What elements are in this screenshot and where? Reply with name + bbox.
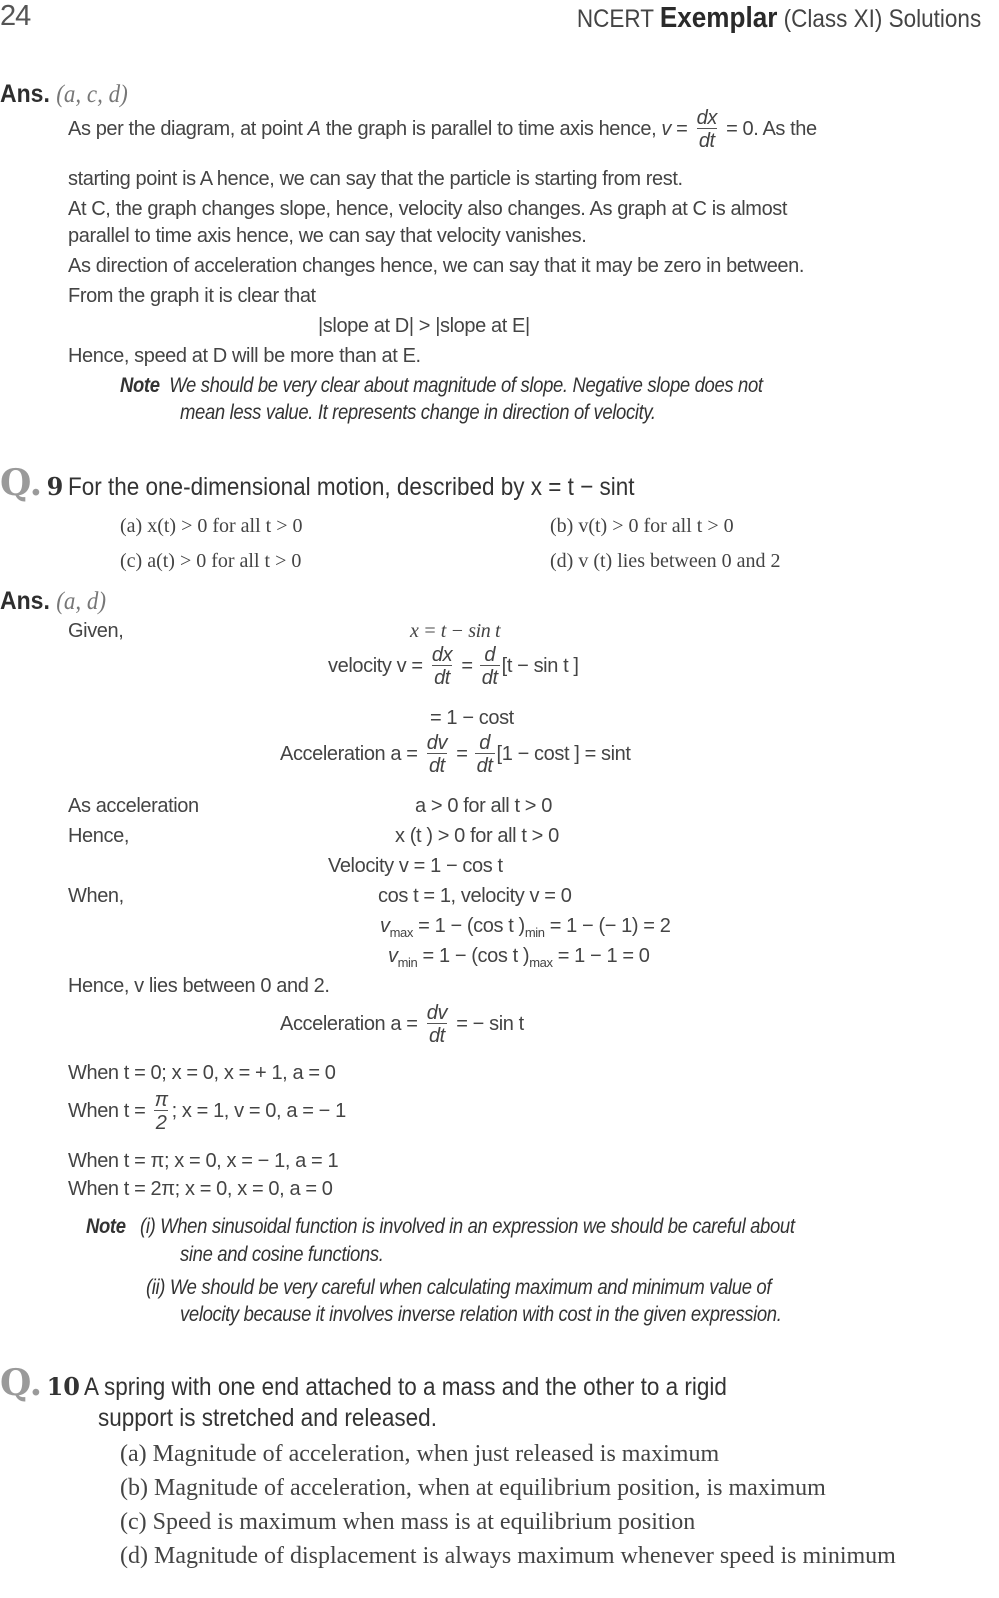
text: = 1 − (cos t ) bbox=[418, 915, 525, 937]
q10-option-d: (d) Magnitude of displacement is always maximum whenever speed is minimum bbox=[120, 1543, 896, 1569]
note-item-label: (i) bbox=[140, 1215, 156, 1238]
q8-slope-comparison: |slope at D| > |slope at E| bbox=[318, 315, 530, 337]
text: the graph is parallel to time axis hence, bbox=[320, 117, 662, 140]
q9-note-ii bbox=[146, 1276, 771, 1300]
fraction bbox=[430, 645, 454, 688]
as-acceleration-label: As acceleration bbox=[68, 795, 199, 817]
q8-answer-options: (a, c, d) bbox=[56, 81, 128, 108]
ans-label: Ans. bbox=[0, 587, 50, 615]
numerator: dx bbox=[431, 644, 453, 666]
when-eq: cos t = 1, velocity v = 0 bbox=[378, 885, 572, 907]
q9-note-ii-line2: velocity because it involves inverse relation with cost in the given expression. bbox=[180, 1303, 782, 1326]
q8-para-8: Hence, speed at D will be more than at E. bbox=[68, 345, 421, 367]
q10-option-a: (a) Magnitude of acceleration, when just released is maximum bbox=[120, 1441, 720, 1467]
q9-option-b: (b) v(t) > 0 for all t > 0 bbox=[550, 515, 734, 537]
fraction bbox=[475, 733, 495, 776]
text: Acceleration a = bbox=[280, 742, 423, 765]
text: = bbox=[671, 117, 693, 140]
q8-para-6: From the graph it is clear that bbox=[68, 285, 316, 307]
fraction bbox=[425, 733, 449, 776]
text: v bbox=[380, 915, 390, 937]
when-t-2pi: When t = 2π; x = 0, x = 0, a = 0 bbox=[68, 1178, 333, 1200]
q8-answer-label bbox=[0, 80, 128, 109]
subscript: min bbox=[397, 955, 418, 970]
when-label: When, bbox=[68, 885, 124, 907]
given-equation: x = t − sin t bbox=[410, 620, 501, 642]
note-label: Note bbox=[86, 1215, 126, 1238]
fraction bbox=[153, 1090, 170, 1133]
velocity-eq: Velocity v = 1 − cos t bbox=[328, 855, 503, 877]
vmax-eq bbox=[380, 915, 670, 940]
note-text: When sinusoidal function is involved in an expression we should be careful about bbox=[160, 1215, 795, 1238]
fraction bbox=[480, 645, 500, 688]
q8-para-3: At C, the graph changes slope, hence, velocity also changes. As graph at C is almost bbox=[68, 198, 788, 220]
text: Acceleration a = bbox=[280, 1012, 423, 1035]
q8-para-2: starting point is A hence, we can say that the particle is starting from rest. bbox=[68, 168, 683, 190]
running-head-post: (Class XI) Solutions bbox=[777, 5, 981, 33]
q10-option-c: (c) Speed is maximum when mass is at equilibrium position bbox=[120, 1509, 696, 1535]
v-between: Hence, v lies between 0 and 2. bbox=[68, 975, 330, 997]
text: = 1 − (− 1) = 2 bbox=[544, 915, 671, 937]
denominator: dt bbox=[698, 130, 715, 152]
fraction bbox=[425, 1003, 449, 1046]
q10-option-b: (b) Magnitude of acceleration, when at equilibrium position, is maximum bbox=[120, 1475, 826, 1501]
acceleration-derivation: Acceleration a = $\frac{dv}{dt}$ = $\frac{d}{dt}$ [1 − cost ] = sint bbox=[280, 732, 631, 777]
text: [t − sin t ] bbox=[501, 654, 579, 677]
text: A bbox=[307, 117, 321, 140]
text: = − sin t bbox=[451, 1012, 524, 1035]
text: = 1 − 1 = 0 bbox=[552, 945, 650, 967]
note-text: We should be very careful when calculating maximum and minimum value of bbox=[169, 1276, 772, 1299]
text: ; x = 1, v = 0, a = − 1 bbox=[171, 1099, 346, 1122]
text: = 1 − (cos t ) bbox=[422, 945, 530, 967]
hence-label: Hence, bbox=[68, 825, 129, 847]
running-head bbox=[577, 2, 981, 35]
when-t-pi-2 bbox=[68, 1090, 346, 1133]
text: As per the diagram, at point bbox=[68, 117, 308, 140]
question-number: 10 bbox=[46, 1372, 80, 1401]
q8-note-line2: mean less value. It represents change in direction of velocity. bbox=[180, 401, 656, 424]
numerator: dv bbox=[426, 732, 448, 754]
question-text-line2: support is stretched and released. bbox=[98, 1404, 437, 1432]
subscript: max bbox=[389, 925, 413, 940]
q9-option-d: (d) v (t) lies between 0 and 2 bbox=[550, 550, 781, 572]
question-text-line1: A spring with one end attached to a mass and the other to a rigid bbox=[84, 1373, 728, 1401]
q9-heading bbox=[0, 462, 697, 504]
q8-para-4: parallel to time axis hence, we can say that velocity vanishes. bbox=[68, 225, 587, 247]
q9-option-c: (c) a(t) > 0 for all t > 0 bbox=[120, 550, 302, 572]
denominator: 2 bbox=[155, 1112, 167, 1134]
q9-option-a: (a) x(t) > 0 for all t > 0 bbox=[120, 515, 303, 537]
text: velocity v = bbox=[328, 654, 428, 677]
question-text: For the one-dimensional motion, described by x = t − sint bbox=[67, 473, 635, 501]
question-mark-glyph: Q. bbox=[0, 1362, 43, 1404]
page-number: 24 bbox=[0, 0, 31, 32]
subscript: max bbox=[529, 955, 553, 970]
denominator: dt bbox=[428, 755, 445, 777]
text: = 0. As the bbox=[720, 117, 817, 140]
as-acceleration-eq: a > 0 for all t > 0 bbox=[415, 795, 552, 817]
q9-answer-options: (a, d) bbox=[56, 588, 107, 615]
question-mark-glyph: Q. bbox=[0, 462, 43, 504]
denominator: dt bbox=[434, 667, 450, 689]
q8-para-5: As direction of acceleration changes hence, we can say that it may be zero in between. bbox=[68, 255, 805, 277]
running-head-bold: Exemplar bbox=[659, 2, 778, 34]
vmin-eq bbox=[388, 945, 650, 970]
q9-answer-label bbox=[0, 587, 106, 616]
numerator: d bbox=[484, 644, 496, 666]
denominator: dt bbox=[476, 755, 493, 777]
text: v bbox=[661, 117, 671, 140]
text: [1 − cost ] = sint bbox=[496, 742, 631, 765]
q8-note bbox=[120, 374, 763, 398]
numerator: d bbox=[479, 732, 490, 754]
q9-note bbox=[86, 1215, 795, 1239]
hence-eq: x (t ) > 0 for all t > 0 bbox=[395, 825, 559, 847]
text: When t = bbox=[68, 1099, 151, 1122]
numerator: dx bbox=[696, 107, 717, 129]
note-label: Note bbox=[120, 374, 160, 397]
velocity-result: = 1 − cost bbox=[430, 707, 514, 729]
q9-note-i-line2: sine and cosine functions. bbox=[180, 1243, 384, 1266]
numerator: dv bbox=[426, 1002, 448, 1024]
fraction-dx-dt bbox=[695, 108, 719, 151]
ans-label: Ans. bbox=[0, 80, 50, 108]
q8-para-1 bbox=[68, 108, 817, 151]
question-number: 9 bbox=[46, 472, 64, 501]
denominator: dt bbox=[428, 1025, 445, 1047]
numerator: π bbox=[154, 1089, 168, 1111]
running-head-pre: NCERT bbox=[576, 5, 660, 33]
note-text: We should be very clear about magnitude of slope. Negative slope does not bbox=[169, 374, 763, 397]
denominator: dt bbox=[481, 667, 498, 689]
text: v bbox=[388, 945, 398, 967]
when-t-0: When t = 0; x = 0, x = + 1, a = 0 bbox=[68, 1062, 336, 1084]
when-t-pi: When t = π; x = 0, x = − 1, a = 1 bbox=[68, 1150, 339, 1172]
acceleration-2 bbox=[280, 1003, 524, 1046]
velocity-derivation: velocity v = $\frac{dx}{dt}$ = $\frac{d}{dt}$ [t − sin t ] bbox=[328, 644, 579, 689]
q10-heading bbox=[0, 1362, 799, 1404]
note-item-label: (ii) bbox=[146, 1276, 166, 1299]
given-label: Given, bbox=[68, 620, 124, 642]
subscript: min bbox=[524, 925, 545, 940]
